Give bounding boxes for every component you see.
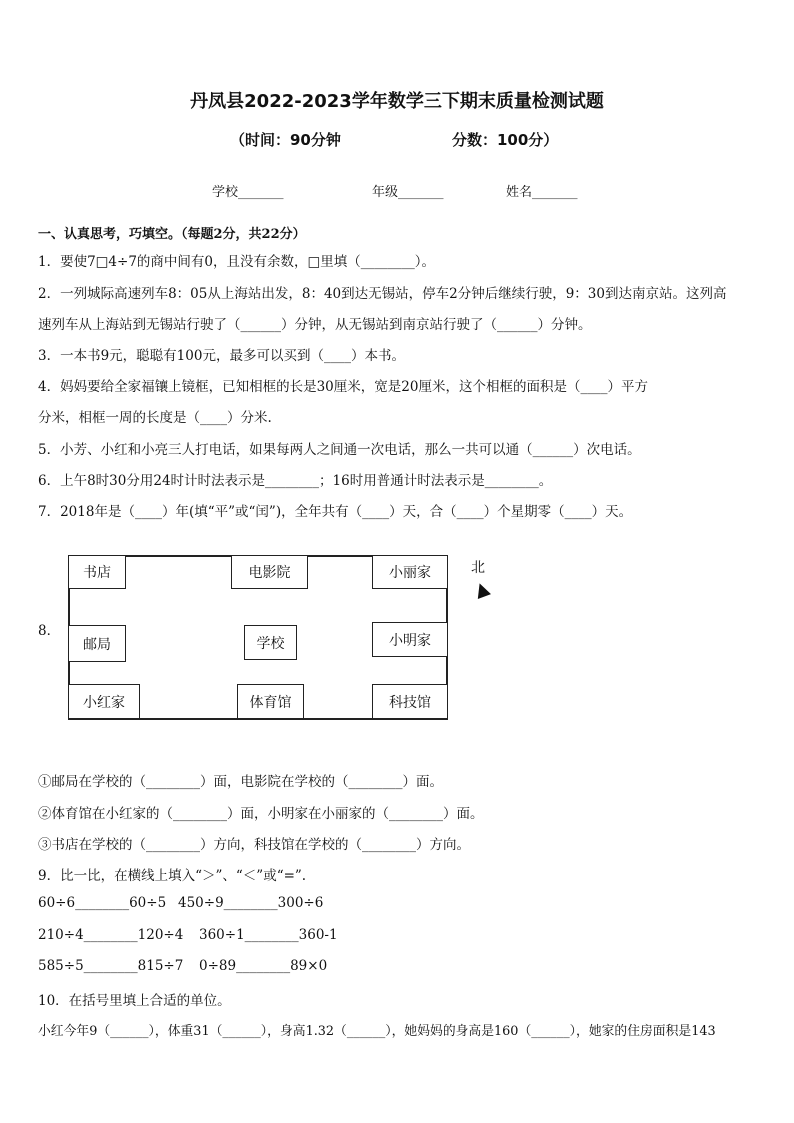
map-bookstore: 书店 [68, 555, 126, 589]
question-2-line1: 2．一列城际高速列车8：05从上海站出发，8：40到达无锡站，停车2分钟后继续行驶，9：30到达南京站。这列高 [38, 286, 727, 302]
question-8-sub2: ②体育馆在小红家的（________）面，小明家在小丽家的（________）面。 [38, 806, 484, 822]
map-xiaoming-home: 小明家 [372, 622, 448, 657]
compare-2a: 210÷4________120÷4 [38, 927, 184, 943]
question-3: 3．一本书9元，聪聪有100元，最多可以买到（____）本书。 [38, 348, 405, 364]
school-field[interactable]: 学校_______ [212, 185, 284, 200]
question-1: 1．要使7□4÷7的商中间有0，且没有余数，□里填（________）。 [38, 254, 436, 270]
exam-time: （时间：90分钟 [230, 131, 341, 149]
compare-3b: 0÷89________89×0 [199, 958, 328, 974]
compare-1b: 450÷9________300÷6 [178, 895, 324, 911]
map-post-office: 邮局 [68, 625, 126, 662]
map-cinema: 电影院 [231, 555, 308, 589]
question-8-number: 8． [38, 623, 61, 639]
question-2-line2: 速列车从上海站到无锡站行驶了（______）分钟，从无锡站到南京站行驶了（______）分钟。 [38, 317, 592, 333]
map-gym: 体育馆 [237, 684, 304, 719]
map-xiaoli-home: 小丽家 [372, 555, 448, 589]
question-6: 6．上午8时30分用24时计时法表示是________；16时用普通计时法表示是________。 [38, 473, 553, 489]
question-5: 5．小芳、小红和小亮三人打电话，如果每两人之间通一次电话，那么一共可以通（______）次电话。 [38, 442, 641, 458]
page-title: 丹凤县2022-2023学年数学三下期末质量检测试题 [190, 91, 604, 112]
question-4-line2: 分米，相框一周的长度是（____）分米. [38, 410, 272, 426]
question-8-sub3: ③书店在学校的（________）方向，科技馆在学校的（________）方向。 [38, 837, 470, 853]
exam-score: 分数：100分） [452, 131, 559, 149]
north-arrow-icon [473, 581, 491, 599]
question-9: 9．比一比，在横线上填入“＞”、“＜”或“=”. [38, 868, 307, 884]
map-xiaohong-home: 小红家 [68, 684, 140, 719]
north-label: 北 [471, 560, 485, 576]
name-field[interactable]: 姓名_______ [506, 185, 578, 200]
compare-2b: 360÷1________360-1 [199, 927, 338, 943]
map-school: 学校 [244, 625, 297, 660]
section-heading: 一、认真思考，巧填空。（每题2分，共22分） [38, 227, 306, 242]
compare-3a: 585÷5________815÷7 [38, 958, 184, 974]
grade-field[interactable]: 年级_______ [372, 185, 444, 200]
question-8-sub1: ①邮局在学校的（________）面，电影院在学校的（________）面。 [38, 774, 443, 790]
question-7: 7．2018年是（____）年(填“平”或“闰”)，全年共有（____）天，合（____）个星期零（____）天。 [38, 504, 633, 520]
compare-1a: 60÷6________60÷5 [38, 895, 167, 911]
question-10: 10．在括号里填上合适的单位。 [38, 993, 231, 1009]
map-science-museum: 科技馆 [372, 684, 448, 719]
question-4-line1: 4．妈妈要给全家福镶上镜框，已知相框的长是30厘米，宽是20厘米，这个相框的面积是（____）平方 [38, 379, 648, 395]
question-10-content: 小红今年9（______），体重31（______），身高1.32（______），她妈妈的身高是160（______），她家的住房面积是143 [38, 1024, 716, 1039]
